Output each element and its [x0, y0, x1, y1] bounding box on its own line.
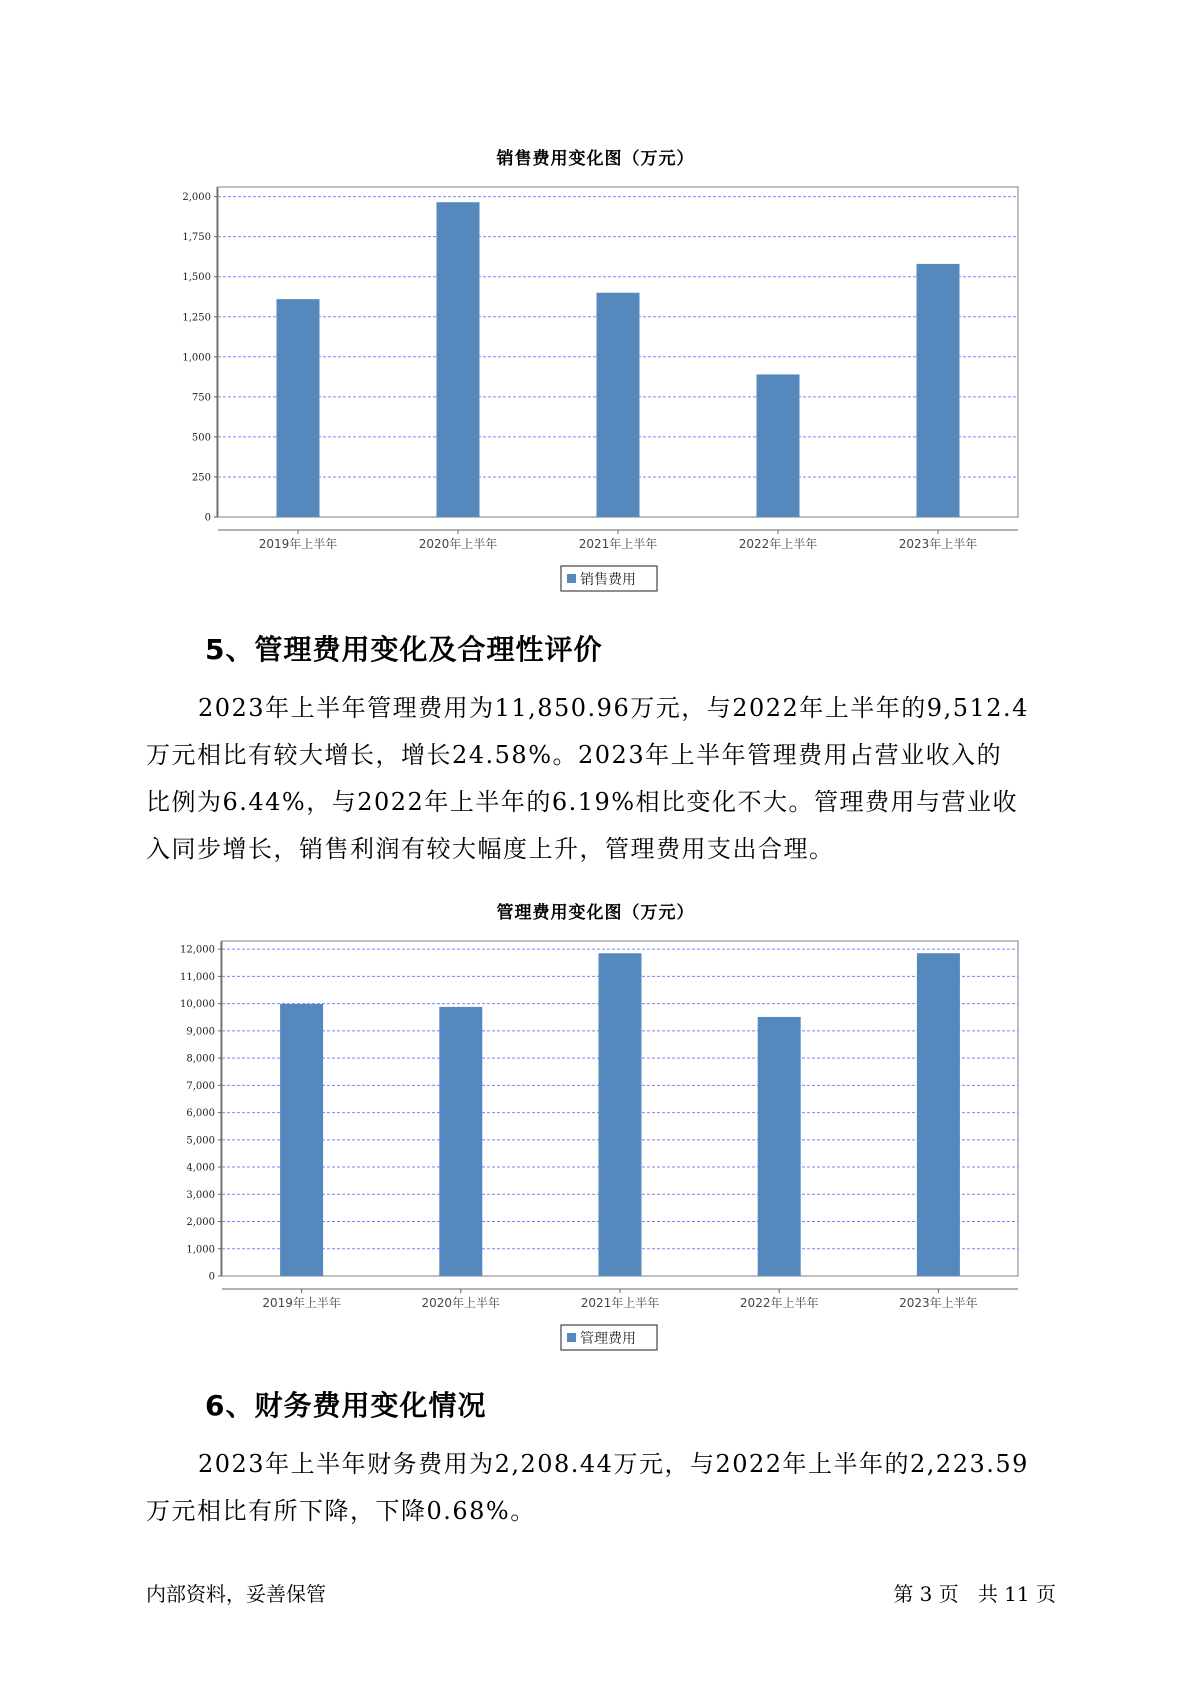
x-tick-label: 2019年上半年 [258, 537, 338, 551]
x-tick-label: 2023年上半年 [898, 537, 978, 551]
chart-title-admin: 管理费用变化图（万元） [496, 903, 695, 923]
y-tick-label: 1,000 [182, 352, 211, 364]
y-tick-label: 10,000 [180, 999, 215, 1011]
y-tick-label: 0 [204, 512, 211, 524]
y-tick-label: 3,000 [186, 1189, 215, 1201]
paragraph-line: 2023年上半年管理费用为11,850.96万元，与2022年上半年的9,512.4 [198, 694, 1029, 722]
y-tick-label: 750 [191, 392, 211, 404]
x-tick-label: 2020年上半年 [421, 1296, 501, 1310]
y-tick-label: 250 [191, 472, 211, 484]
y-tick-label: 7,000 [186, 1080, 215, 1092]
y-tick-label: 2,000 [182, 192, 211, 204]
chart-title-sales: 销售费用变化图（万元） [496, 149, 695, 169]
y-tick-label: 9,000 [186, 1026, 215, 1038]
y-tick-label: 12,000 [180, 944, 215, 956]
y-tick-label: 6,000 [186, 1108, 215, 1120]
y-tick-label: 8,000 [186, 1053, 215, 1065]
y-tick-label: 11,000 [180, 971, 215, 983]
legend-label: 管理费用 [580, 1331, 636, 1347]
y-tick-label: 1,750 [182, 232, 211, 244]
bar [280, 1004, 323, 1276]
footer-left: 内部资料，妥善保管 [146, 1582, 326, 1606]
section-heading-5: 5、管理费用变化及合理性评价 [205, 633, 603, 666]
paragraph-line: 入同步增长，销售利润有较大幅度上升，管理费用支出合理。 [146, 835, 835, 863]
paragraph-line: 2023年上半年财务费用为2,208.44万元，与2022年上半年的2,223.59 [198, 1450, 1029, 1478]
x-tick-label: 2019年上半年 [262, 1296, 341, 1310]
y-tick-label: 500 [191, 432, 211, 444]
bar [758, 1017, 801, 1276]
y-tick-label: 5,000 [186, 1135, 215, 1147]
x-tick-label: 2023年上半年 [899, 1296, 978, 1310]
bar [917, 953, 960, 1276]
y-tick-label: 1,250 [182, 312, 211, 324]
legend-swatch [567, 1333, 576, 1342]
section-heading-6: 6、财务费用变化情况 [205, 1389, 487, 1422]
y-tick-label: 2,000 [186, 1217, 215, 1229]
y-tick-label: 4,000 [186, 1162, 215, 1174]
x-tick-label: 2020年上半年 [418, 537, 498, 551]
legend-label: 销售费用 [580, 572, 636, 588]
x-tick-label: 2021年上半年 [578, 537, 658, 551]
paragraph-line: 万元相比有较大增长，增长24.58%。2023年上半年管理费用占营业收入的 [146, 741, 1003, 769]
bar [599, 953, 642, 1276]
y-tick-label: 0 [208, 1271, 215, 1283]
bar [439, 1007, 482, 1276]
y-tick-label: 1,000 [186, 1244, 215, 1256]
section-paragraph-6 [146, 1441, 1051, 1535]
paragraph-line: 比例为6.44%，与2022年上半年的6.19%相比变化不大。管理费用与营业收 [146, 788, 1019, 816]
footer-page-number: 第 3 页 共 11 页 [893, 1582, 1056, 1606]
paragraph-line: 万元相比有所下降，下降0.68%。 [146, 1497, 536, 1525]
x-tick-label: 2021年上半年 [580, 1296, 660, 1310]
y-tick-label: 1,500 [182, 272, 211, 284]
x-tick-label: 2022年上半年 [738, 537, 818, 551]
x-tick-label: 2022年上半年 [739, 1296, 819, 1310]
